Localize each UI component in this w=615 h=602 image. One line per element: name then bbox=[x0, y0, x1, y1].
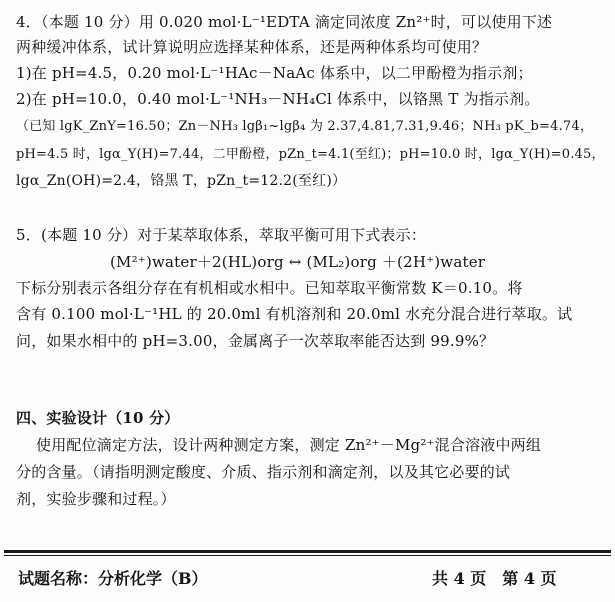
q5-line-2: 下标分别表示各组分存在有机相或水相中。已知萃取平衡常数 K＝0.10。将 bbox=[16, 279, 523, 297]
section-4-line-1: 使用配位滴定方法，设计两种测定方案，测定 Zn²⁺－Mg²⁺混合溶液中两组 bbox=[36, 436, 542, 454]
section-4-line-3: 剂，实验步骤和过程。） bbox=[16, 490, 176, 508]
q4-line-2: 两种缓冲体系，试计算说明应选择某种体系，还是两种体系均可使用？ bbox=[16, 38, 488, 56]
q5-line-3: 含有 0.100 mol·L⁻¹HL 的 20.0ml 有机溶剂和 20.0ml 水充分混合进行萃取。试 bbox=[16, 305, 573, 323]
q5-equation: (M²⁺)water＋2(HL)org ↔ (ML₂)org ＋(2H⁺)water bbox=[110, 253, 486, 271]
section-4-line-2: 分的含量。（请指明测定酸度、介质、指示剂和滴定剂，以及其它必要的试 bbox=[16, 463, 511, 481]
q4-line-7: lgα_Zn(OH)=2.4，铬黑 T，pZn_t=12.2(至红)） bbox=[16, 173, 347, 189]
section-4-heading: 四、实验设计（10 分） bbox=[16, 409, 180, 427]
q4-line-1: 4．（本题 10 分）用 0.020 mol·L⁻¹EDTA 滴定同浓度 Zn²⁺时，可以使用下述 bbox=[16, 13, 553, 31]
q4-line-6: pH=4.5 时，lgα_Y(H)=7.44，二甲酚橙，pZn_t=4.1(至红)；pH=10.0 时，lgα_Y(H)=0.45， bbox=[16, 147, 605, 162]
footer-rule-thick bbox=[4, 550, 611, 553]
q4-line-5: （已知 lgK_ZnY=16.50；Zn－NH₃ lgβ₁~lgβ₄ 为 2.37,4.81,7.31,9.46；NH₃ pK_b=4.74， bbox=[16, 119, 594, 134]
q5-line-4: 问，如果水相中的 pH=3.00，金属离子一次萃取率能否达到 99.9%？ bbox=[16, 332, 495, 350]
q5-line-1: 5．(本题 10 分）对于某萃取体系，萃取平衡可用下式表示： bbox=[16, 226, 427, 244]
exam-name: 试题名称：分析化学（B） bbox=[18, 569, 208, 588]
page-count: 共 4 页 第 4 页 bbox=[432, 569, 557, 588]
footer-rule-thin bbox=[4, 555, 611, 556]
q4-line-4: 2)在 pH=10.0，0.40 mol·L⁻¹NH₃－NH₄Cl 体系中，以铬黑 T 为指示剂。 bbox=[16, 90, 540, 108]
q4-line-3: 1)在 pH=4.5，0.20 mol·L⁻¹HAc－NaAc 体系中，以二甲酚橙为指示剂； bbox=[16, 64, 533, 82]
